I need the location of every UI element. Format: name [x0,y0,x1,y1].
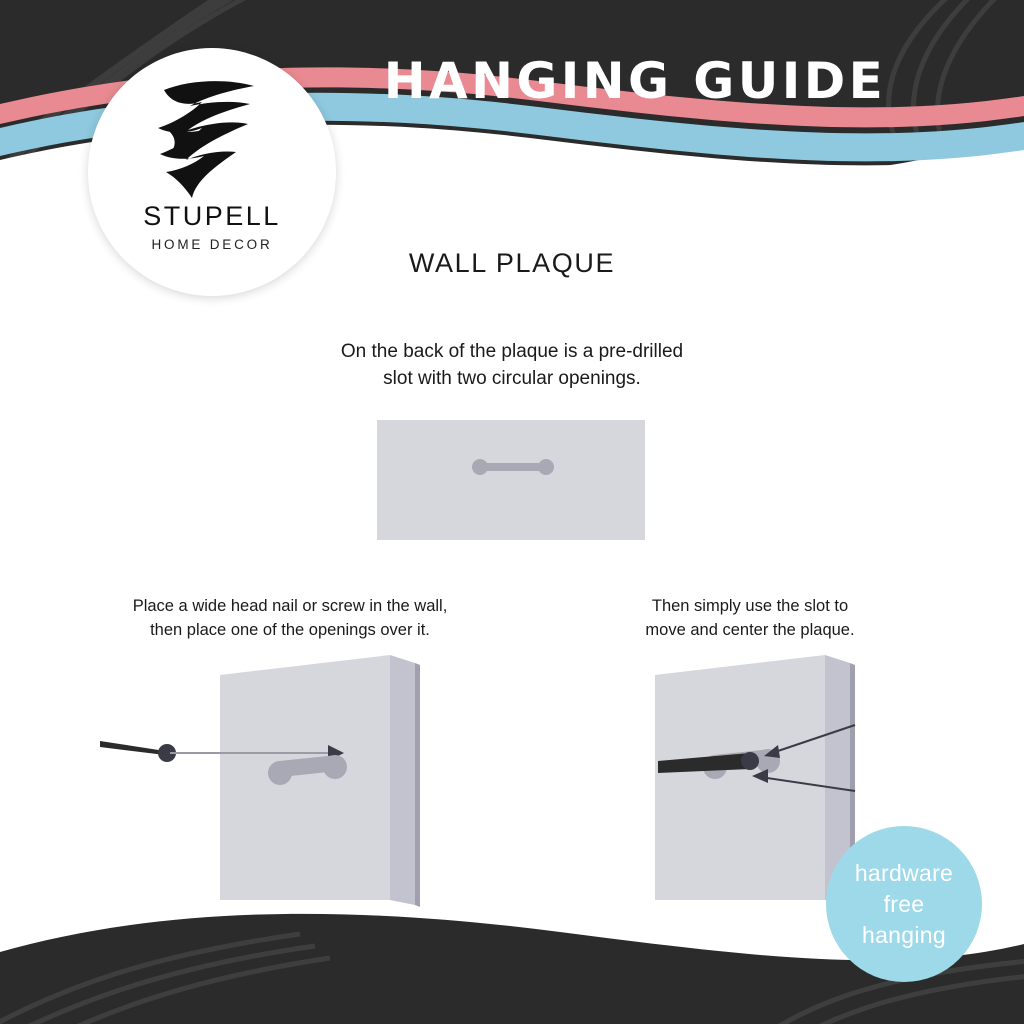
badge-line-2: free [883,890,925,917]
step-2-caption [60,594,520,642]
swan-logo-icon [146,74,278,199]
step-1-caption [262,338,762,392]
brand-subtitle: HOME DECOR [151,237,273,252]
step-2-caption-line-1: Place a wide head nail or screw in the wall, [132,597,448,615]
step-1-caption-line-1: On the back of the plaque is a pre-drilled [340,341,684,362]
plaque-back-illustration [377,420,645,540]
step-1-caption-line-2: slot with two circular openings. [383,368,641,389]
keyhole-slot-icon [472,459,554,475]
page-title: HANGING GUIDE [383,52,887,110]
brand-name: STUPELL [143,201,281,231]
step-3-caption [520,594,980,642]
step-3-caption-line-2: move and center the plaque. [645,621,855,639]
hardware-free-badge [826,826,982,982]
step-3-caption-line-1: Then simply use the slot to [651,597,849,615]
step-2-caption-line-2: then place one of the openings over it. [150,621,430,639]
hardware-free-badge-text [855,858,953,951]
section-heading: WALL PLAQUE [408,248,616,278]
nail-into-plaque-diagram [70,655,470,915]
step-2-illustration [70,655,470,915]
brand-logo-badge [88,48,336,296]
badge-line-1: hardware [854,859,954,886]
badge-line-3: hanging [862,921,946,948]
